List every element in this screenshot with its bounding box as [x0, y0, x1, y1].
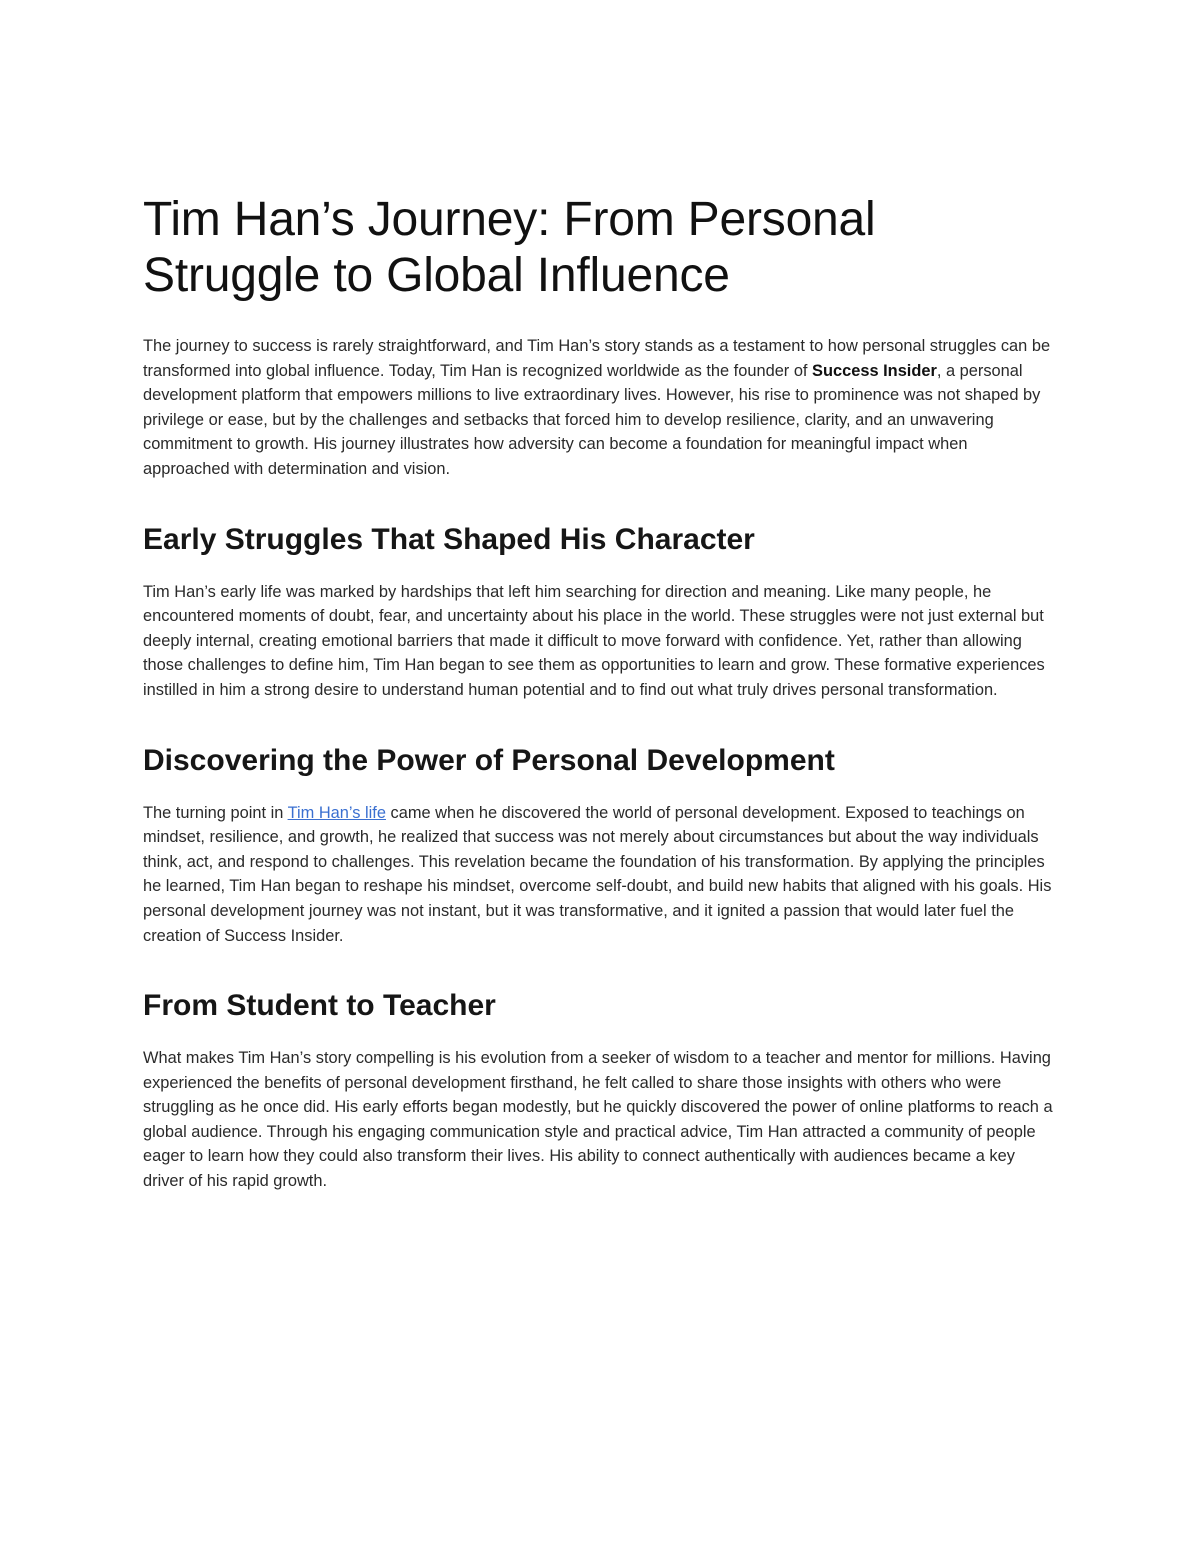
section-heading-personal-development: Discovering the Power of Personal Development: [143, 743, 835, 777]
section-body-student-to-teacher: What makes Tim Han’s story compelling is his evolution from a seeker of wisdom to a teacher and mentor for millions. Having experienced the benefits of personal development firsthand, he felt called to share those insights with others who were struggling as he once did. His early efforts began modestly, but he quickly discovered the power of online platforms to reach a global audience. Through his engaging communication style and practical advice, Tim Han attracted a community of people eager to learn how they could also transform their lives. His ability to connect authentically with audiences became a key driver of his rapid growth.: [143, 1049, 1053, 1191]
tim-han-life-link[interactable]: Tim Han’s life: [287, 803, 386, 822]
intro-text-end: , a personal development platform that empowers millions to live extraordinary lives. However, his rise to prominence was not shaped by privilege or ease, but by the challenges and setbacks that forced him to develop resilience, clarity, and an unwavering commitment to growth. His journey illustrates how adversity can become a foundation for meaningful impact when approached with determination and vision.: [143, 361, 1041, 478]
section-text-after-link: came when he discovered the world of personal development. Exposed to teachings on mindset, resilience, and growth, he realized that success was not merely about circumstances but about the way individuals think, act, and respond to challenges. This revelation became the foundation of his transformation. By applying the principles he learned, Tim Han began to reshape his mindset, overcome self-doubt, and build new habits that aligned with his goals. His personal development journey was not instant, but it was transformative, and it ignited a passion that would later fuel the creation of Success Insider.: [143, 803, 1052, 945]
document-title: Tim Han’s Journey: From Personal Struggle to Global Influence: [143, 193, 876, 302]
intro-text-start: The journey to success is rarely straightforward, and Tim Han’s story stands as a testament to how personal struggles can be transformed into global influence. Today, Tim Han is recognized worldwide as the founder of: [143, 337, 1051, 380]
document-content: [143, 192, 1058, 1234]
intro-paragraph: [143, 334, 1058, 482]
section-text-before-link: The turning point in: [143, 803, 288, 822]
section-body-personal-development: [143, 801, 1058, 949]
section-body-early-struggles: Tim Han’s early life was marked by hardships that left him searching for direction and meaning. Like many people, he encountered moments of doubt, fear, and uncertainty about his place in the world. These struggles were not just external but deeply internal, creating emotional barriers that made it difficult to move forward with confidence. Yet, rather than allowing those challenges to define him, Tim Han began to see them as opportunities to learn and grow. These formative experiences instilled in him a strong desire to understand human potential and to find out what truly drives personal transformation.: [143, 582, 1045, 699]
section-heading-early-struggles: Early Struggles That Shaped His Character: [143, 522, 755, 556]
section-heading-student-to-teacher: From Student to Teacher: [143, 989, 496, 1023]
brand-name-bold: Success Insider: [812, 361, 937, 380]
